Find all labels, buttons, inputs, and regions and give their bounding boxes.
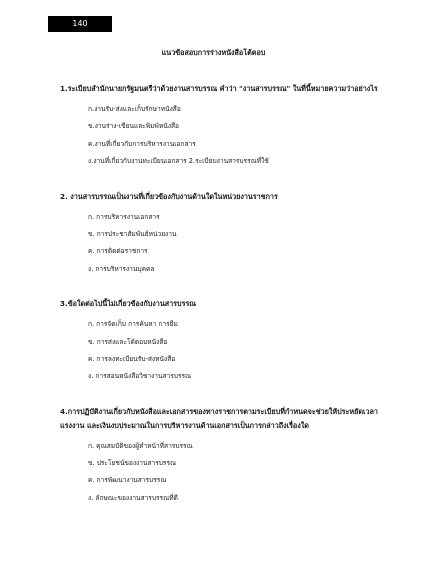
option: ข. การประชาสัมพันธ์หน่วยงาน [88, 229, 177, 238]
page-number-badge: 140 [48, 16, 112, 32]
option: ค. การติดต่อราชการ [88, 247, 148, 256]
option: ข.งานร่าง-เขียนและพิมพ์หนังสือ [88, 122, 179, 131]
option-list [88, 104, 380, 167]
question-4 [60, 405, 380, 504]
question-text: 2. งานสารบรรณเป็นงานที่เกี่ยวข้องกับงานด้านใดในหน่วยงานราชการ [60, 191, 278, 201]
option: ค.งานที่เกี่ยวกับการบริหารงานเอกสาร [88, 139, 196, 148]
option: ข. การส่งและโต้ตอบหนังสือ [88, 337, 168, 346]
option: ข. ประโยชน์ของงานสารบรรณ [88, 459, 177, 468]
option: ก. การบริหารงานเอกสาร [88, 212, 160, 221]
question-3 [60, 297, 380, 382]
question-text: 4.การปฏิบัติงานเกี่ยวกับหนังสือและเอกสารของทางราชการตามระเบียบที่กำหนดจะช่วยให้ประหยัดเวลา แรงงาน และเงินงบประมาณในการบริหารงานด้านเอกสารเป็นการกล่าวถึงเรื่องใด [60, 406, 378, 430]
question-text: 1.ระเบียบสำนักนายกรัฐมนตรีว่าด้วยงานสารบรรณ คำว่า "งานสารบรรณ" ในที่นี้หมายความว่าอย่างไร [60, 84, 378, 93]
question-text: 3.ข้อใดต่อไปนี้ไม่เกี่ยวข้องกับงานสารบรรณ [60, 299, 196, 309]
option-list [88, 441, 380, 504]
option: ก.งานรับ-ส่งและเก็บรักษาหนังสือ [88, 105, 181, 113]
option-list [88, 319, 380, 382]
option: ง. การสอนหนังสือวิชางานสารบรรณ [88, 372, 192, 381]
option: ค. การลงทะเบียนรับ-ส่งหนังสือ [88, 354, 176, 363]
question-1 [60, 82, 380, 167]
option: ง. ลักษณะของงานสารบรรณที่ดี [88, 493, 178, 502]
option: ค. การพัฒนางานสารบรรณ [88, 476, 167, 485]
option: ง.งานที่เกี่ยวกับงานทะเบียนเอกสาร 2.ระเบียบงานสารบรรณที่ใช้ [88, 157, 269, 166]
option-list [88, 212, 380, 275]
option: ก. การจัดเก็บ การค้นหา การยืม [88, 320, 178, 329]
option: ก. คุณสมบัติของผู้ทำหน้าที่สารบรรณ [88, 441, 193, 450]
question-2 [60, 190, 380, 275]
option: ง. การบริหารงานบุคคล [88, 264, 155, 273]
question-list [60, 82, 380, 510]
document-title: แนวข้อสอบการร่างหนังสือโต้ตอบ [161, 48, 266, 57]
